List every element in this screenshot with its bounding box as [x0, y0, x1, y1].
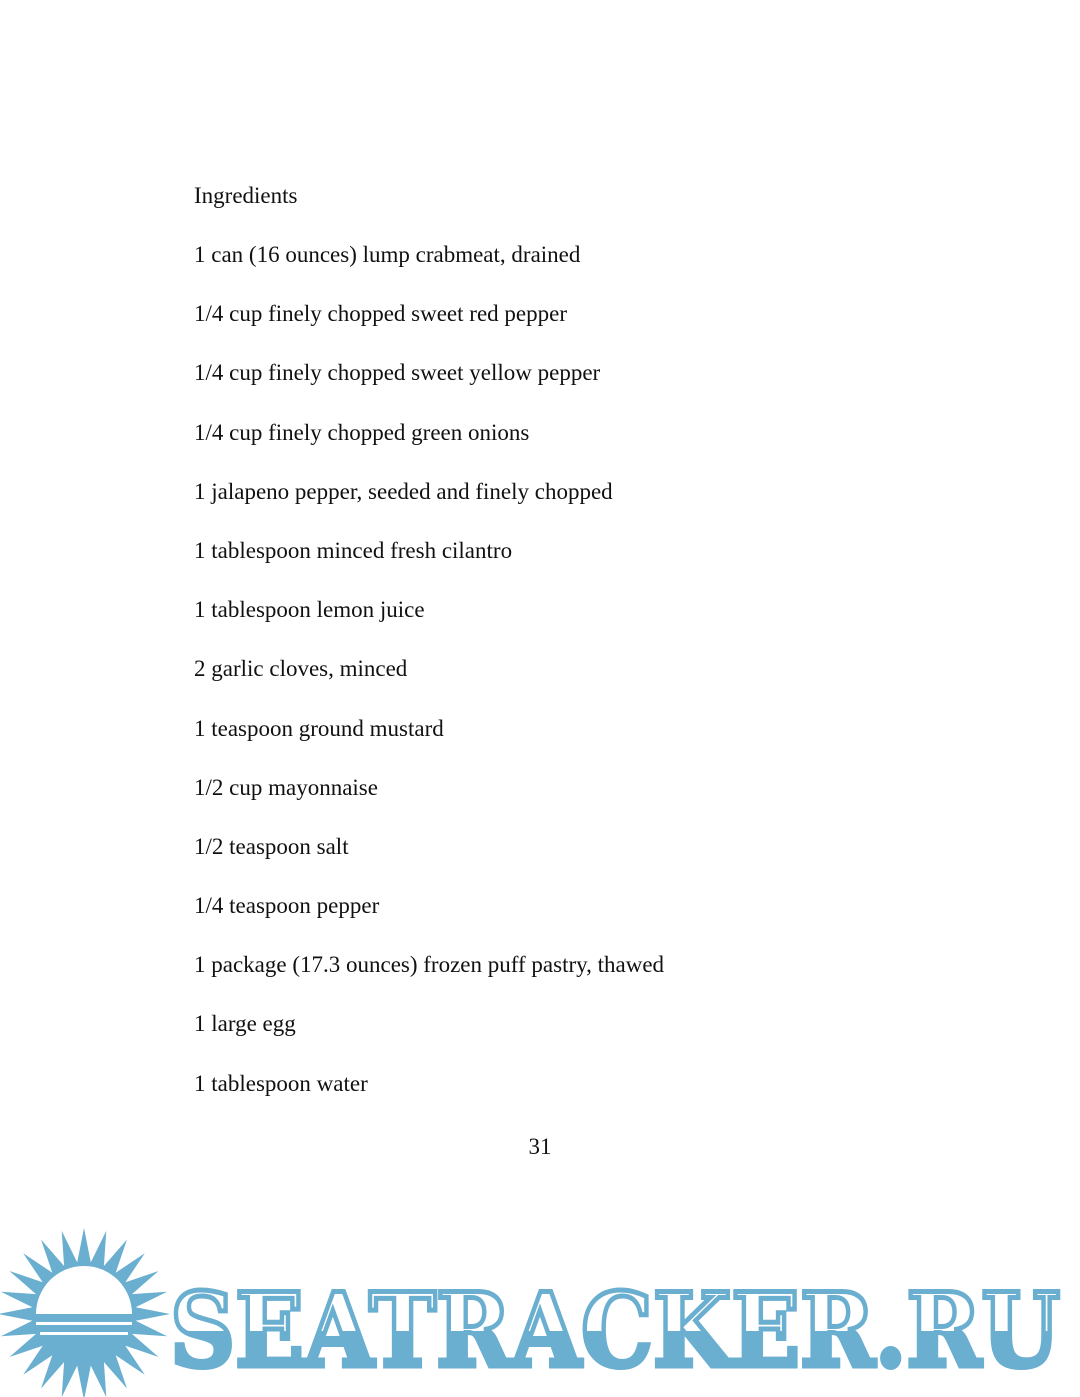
- ingredient-item: 1/4 cup finely chopped sweet red pepper: [194, 301, 567, 327]
- watermark-logo: [0, 1228, 1080, 1397]
- page-number: 31: [528, 1134, 552, 1159]
- ingredient-item: 2 garlic cloves, minced: [194, 656, 408, 682]
- ingredient-item: 1/4 cup finely chopped green onions: [194, 419, 530, 445]
- ingredient-item: 1 tablespoon minced fresh cilantro: [194, 537, 513, 563]
- ingredient-item: 1 large egg: [194, 1011, 296, 1037]
- ingredient-item: 1 can (16 ounces) lump crabmeat, drained: [194, 242, 581, 267]
- ingredient-item: 1 tablespoon water: [194, 1070, 368, 1096]
- ingredients-heading: Ingredients: [194, 183, 298, 208]
- watermark-text: SEATRACKER.RU: [170, 1271, 1060, 1391]
- ingredient-item: 1/2 teaspoon salt: [194, 833, 349, 859]
- ingredient-item: 1/2 cup mayonnaise: [194, 774, 378, 800]
- ingredient-item: 1 jalapeno pepper, seeded and finely chopped: [194, 478, 613, 504]
- ingredient-item: 1/4 teaspoon pepper: [194, 893, 380, 919]
- ingredient-list: [194, 240, 664, 1128]
- ingredient-item: 1 tablespoon lemon juice: [194, 597, 425, 623]
- ingredient-item: 1/4 cup finely chopped sweet yellow pepper: [194, 360, 601, 386]
- ingredient-item: 1 teaspoon ground mustard: [194, 715, 444, 741]
- ingredient-item: 1 package (17.3 ounces) frozen puff pastry, thawed: [194, 952, 665, 978]
- sun-over-water-icon: [0, 1228, 170, 1397]
